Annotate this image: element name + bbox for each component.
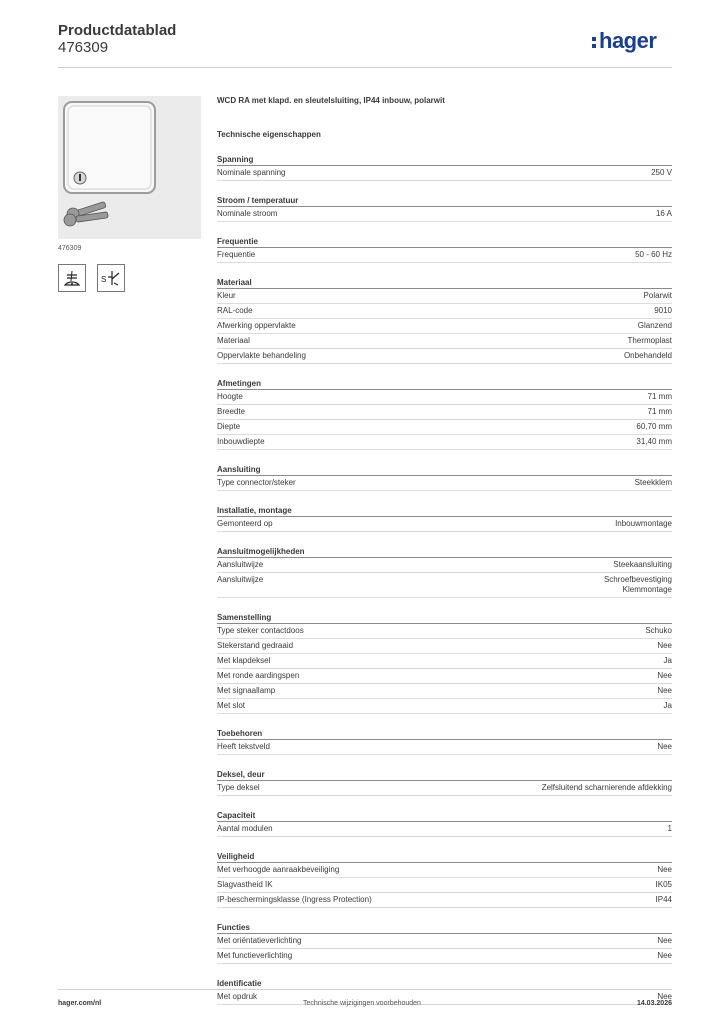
spec-value: Nee: [657, 992, 672, 1001]
logo-text: hager: [599, 28, 657, 53]
socket-icon: [58, 264, 86, 292]
spec-label: Stekerstand gedraaid: [217, 641, 294, 650]
spec-value: Schroefbevestiging Klemmontage: [603, 575, 672, 594]
spec-value: Nee: [657, 641, 672, 650]
spec-row: [217, 349, 672, 364]
spec-value: 16 A: [655, 209, 672, 218]
spec-section: [217, 155, 672, 181]
spec-value: 1: [667, 824, 672, 833]
spec-label: Aansluitwijze: [217, 560, 264, 569]
section-title: Stroom / temperatuur: [217, 196, 672, 207]
spec-row: [217, 684, 672, 699]
section-title: Toebehoren: [217, 729, 672, 740]
spec-label: Materiaal: [217, 336, 250, 345]
spec-row: [217, 740, 672, 755]
spec-row: [217, 639, 672, 654]
spec-value: Onbehandeld: [623, 351, 672, 360]
spec-value: Schuko: [645, 626, 672, 635]
spec-label: Met ronde aardingspen: [217, 671, 300, 680]
section-title: Veiligheid: [217, 852, 672, 863]
spec-value: 60,70 mm: [636, 422, 672, 431]
spec-row: [217, 949, 672, 964]
spec-row: [217, 934, 672, 949]
spec-row: [217, 248, 672, 263]
spec-row: [217, 334, 672, 349]
spec-label: Met functieverlichting: [217, 951, 293, 960]
spec-section: [217, 923, 672, 964]
spec-label: Inbouwdiepte: [217, 437, 265, 446]
spec-value: 50 - 60 Hz: [635, 250, 672, 259]
spec-label: Gemonteerd op: [217, 519, 273, 528]
hager-logo[interactable]: [592, 28, 656, 54]
spec-value: Nee: [657, 686, 672, 695]
spec-value: Ja: [663, 656, 672, 665]
spec-label: Nominale stroom: [217, 209, 278, 218]
spec-row: [217, 390, 672, 405]
section-title: Installatie, montage: [217, 506, 672, 517]
spec-row: [217, 476, 672, 491]
spec-label: Breedte: [217, 407, 246, 416]
spec-row: [217, 893, 672, 908]
spec-row: [217, 435, 672, 450]
spec-section: [217, 547, 672, 598]
spec-value: Nee: [657, 742, 672, 751]
spec-section: [217, 729, 672, 755]
spec-label: Hoogte: [217, 392, 243, 401]
spec-section: [217, 506, 672, 532]
spec-row: [217, 878, 672, 893]
spec-label: Met signaallamp: [217, 686, 276, 695]
spec-label: Afwerking oppervlakte: [217, 321, 296, 330]
section-title: Frequentie: [217, 237, 672, 248]
spec-label: Oppervlakte behandeling: [217, 351, 306, 360]
spec-label: RAL-code: [217, 306, 253, 315]
spec-value: 31,40 mm: [636, 437, 672, 446]
spec-value: Nee: [657, 951, 672, 960]
section-title: Aansluitmogelijkheden: [217, 547, 672, 558]
product-description: WCD RA met klapd. en sleutelsluiting, IP44 inbouw, polarwit: [217, 96, 445, 105]
section-title: Functies: [217, 923, 672, 934]
footer-website[interactable]: hager.com/nl: [58, 1000, 102, 1007]
spec-label: Met oriëntatieverlichting: [217, 936, 302, 945]
spec-row: [217, 654, 672, 669]
spec-label: Slagvastheid IK: [217, 880, 273, 889]
spec-label: IP-beschermingsklasse (Ingress Protection): [217, 895, 372, 904]
spec-row: [217, 822, 672, 837]
spec-row: [217, 319, 672, 334]
spec-label: Frequentie: [217, 250, 256, 259]
spec-label: Met klapdeksel: [217, 656, 271, 665]
section-title: Deksel, deur: [217, 770, 672, 781]
spec-value: Thermoplast: [627, 336, 672, 345]
technical-properties-title: Technische eigenschappen: [217, 130, 321, 139]
spec-label: Type steker contactdoos: [217, 626, 304, 635]
spec-value: Ja: [663, 701, 672, 710]
spec-row: [217, 573, 672, 598]
socket-cover-icon: [58, 96, 201, 239]
spec-section: [217, 379, 672, 450]
spec-row: [217, 405, 672, 420]
spec-label: Aantal modulen: [217, 824, 273, 833]
spec-section: [217, 770, 672, 796]
logo-dots-icon: [592, 34, 597, 51]
spec-value: Nee: [657, 936, 672, 945]
spec-row: [217, 166, 672, 181]
spec-value: 9010: [654, 306, 672, 315]
footer-date: 14.03.2026: [636, 1000, 672, 1007]
section-title: Spanning: [217, 155, 672, 166]
spec-value: IK05: [655, 880, 672, 889]
spec-value: Steekklem: [634, 478, 672, 487]
section-title: Afmetingen: [217, 379, 672, 390]
spec-section: [217, 811, 672, 837]
spec-row: [217, 517, 672, 532]
spec-label: Heeft tekstveld: [217, 742, 270, 751]
spec-label: Nominale spanning: [217, 168, 286, 177]
spec-row: [217, 207, 672, 222]
spec-value: Polarwit: [643, 291, 672, 300]
spec-row: [217, 289, 672, 304]
header-divider: [58, 67, 672, 68]
spec-section: [217, 613, 672, 714]
page-header: [58, 22, 176, 56]
spec-label: Diepte: [217, 422, 241, 431]
spec-value: Inbouwmontage: [615, 519, 672, 528]
spec-value: IP44: [655, 895, 672, 904]
specifications: [217, 96, 672, 1005]
product-reference: 476309: [58, 245, 82, 252]
product-image: [58, 96, 201, 239]
spec-label: Aansluitwijze: [217, 575, 264, 584]
spec-section: [217, 278, 672, 364]
spec-section: [217, 465, 672, 491]
spec-row: [217, 304, 672, 319]
spec-value: 71 mm: [647, 407, 672, 416]
spec-sections: [217, 155, 672, 1005]
footer-divider: [58, 989, 672, 990]
spec-row: [217, 624, 672, 639]
spec-label: Type deksel: [217, 783, 260, 792]
document-title: Productdatablad: [58, 22, 177, 39]
svg-text:S: S: [101, 275, 107, 284]
spec-row: [217, 699, 672, 714]
spec-value: Glanzend: [637, 321, 672, 330]
spec-row: [217, 669, 672, 684]
spec-label: Type connector/steker: [217, 478, 296, 487]
footer-disclaimer: Technische wijzigingen voorbehouden: [303, 1000, 421, 1007]
section-title: Samenstelling: [217, 613, 672, 624]
section-title: Aansluiting: [217, 465, 672, 476]
switch-icon: [97, 264, 125, 292]
section-title: Capaciteit: [217, 811, 672, 822]
spec-value: Nee: [657, 671, 672, 680]
spec-section: [217, 852, 672, 908]
spec-row: [217, 420, 672, 435]
section-title: Identificatie: [217, 979, 672, 990]
spec-label: Kleur: [217, 291, 236, 300]
spec-section: [217, 196, 672, 222]
spec-section: [217, 237, 672, 263]
spec-row: [217, 781, 672, 796]
spec-row: [217, 558, 672, 573]
spec-label: Met verhoogde aanraakbeveiliging: [217, 865, 340, 874]
spec-value: 71 mm: [647, 392, 672, 401]
document-number: 476309: [58, 39, 109, 56]
spec-value: Zelfsluitend scharnierende afdekking: [541, 783, 672, 792]
spec-value: Nee: [657, 865, 672, 874]
spec-row: [217, 863, 672, 878]
spec-label: Met slot: [217, 701, 246, 710]
spec-value: Steekaansluiting: [613, 560, 672, 569]
section-title: Materiaal: [217, 278, 672, 289]
spec-value: 250 V: [651, 168, 672, 177]
spec-label: Met opdruk: [217, 992, 258, 1001]
